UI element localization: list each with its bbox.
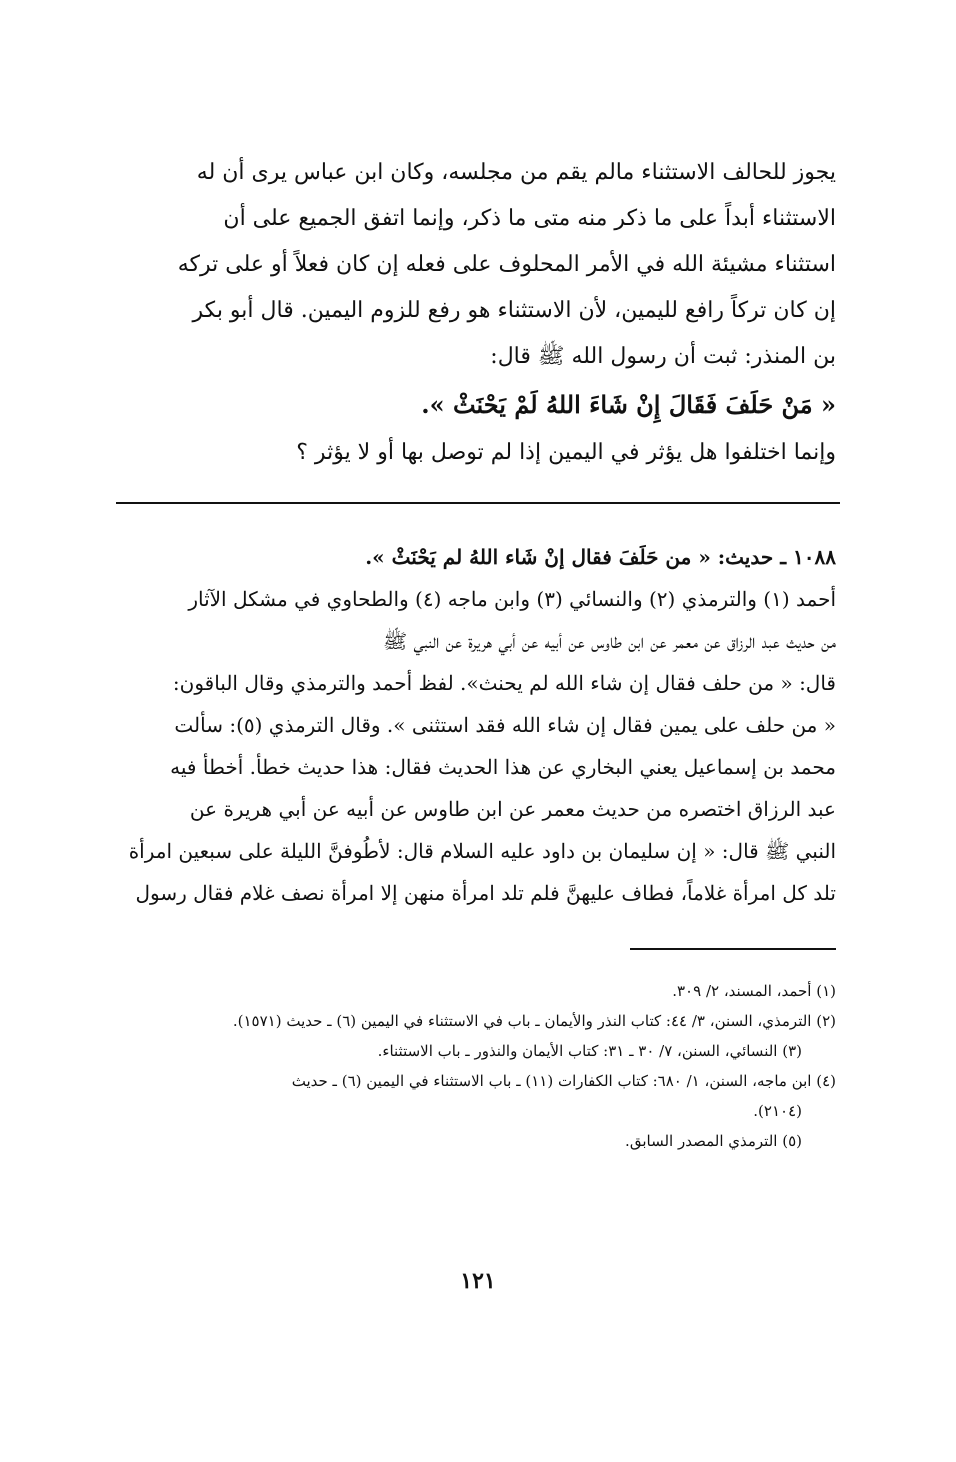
main-line-5: بن المنذر: ثبت أن رسول الله ﷺ قال: — [490, 344, 836, 369]
main-divider — [116, 502, 840, 504]
footnote-3: (٣) النسائي، السنن، ٧/ ٣٠ ـ ٣١: كتاب الأيمان والنذور ـ باب الاستثناء. — [377, 1042, 802, 1060]
main-line-1: يجوز للحالف الاستثناء مالم يقم من مجلسه، وكان ابن عباس يرى أن له — [196, 160, 836, 185]
commentary-line-6: عبد الرزاق اختصره من حديث معمر عن ابن طاوس عن أبيه عن أبي هريرة عن — [189, 797, 836, 821]
commentary-line-4: « من حلف على يمين فقال إن شاء الله فقد استثنى ». وقال الترمذي (٥): سألت — [174, 713, 836, 737]
footnote-4-continuation: (٢١٠٤). — [753, 1102, 802, 1120]
footnote-4: (٤) ابن ماجه، السنن، ١/ ٦٨٠: كتاب الكفارات (١١) ـ باب الاستثناء في اليمين (٦) ـ حديث — [291, 1072, 836, 1090]
main-closing-line: وإنما اختلفوا هل يؤثر في اليمين إذا لم توصل بها أو لا يؤثر ؟ — [296, 440, 836, 465]
main-text — [120, 150, 836, 476]
commentary-line-2: من حديث عبد الرزاق عن معمر عن ابن طاوس عن أبيه عن أبي هريرة عن النبي ﷺ — [383, 629, 836, 653]
footnotes — [120, 976, 836, 1156]
footnote-5: (٥) الترمذي المصدر السابق. — [625, 1132, 802, 1150]
hadith-quote: « مَنْ حَلَفَ فَقَالَ إِنْ شَاءَ اللهُ لَمْ يَحْنَثْ ». — [421, 390, 836, 419]
commentary-line-3: قال: « من حلف فقال إن شاء الله لم يحنث». لفظ أحمد والترمذي وقال الباقون: — [172, 671, 836, 695]
main-line-4: إن كان تركاً رافع لليمين، لأن الاستثناء هو رفع للزوم اليمين. قال أبو بكر — [192, 298, 836, 323]
commentary-line-5: محمد بن إسماعيل يعني البخاري عن هذا الحديث فقال: هذا حديث خطأ. أخطأ فيه — [170, 755, 836, 779]
commentary-heading: ١٠٨٨ ـ حديث: « من حَلَفَ فقال إنْ شَاء اللهُ لم يَحْنَثْ ». — [365, 545, 836, 569]
footnote-1: (١) أحمد، المسند، ٢/ ٣٠٩. — [672, 982, 836, 1000]
main-line-3: استثناء مشيئة الله في الأمر المحلوف على فعله إن كان فعلاً أو على تركه — [177, 252, 836, 277]
footnote-divider — [630, 948, 836, 950]
commentary-line-8: تلد كل امرأة غلاماً، فطاف عليهنَّ فلم تلد امرأة منهن إلا امرأة نصف غلام فقال رسول — [135, 881, 836, 905]
book-page — [120, 150, 836, 1156]
commentary-line-7: النبي ﷺ قال: « إن سليمان بن داود عليه السلام قال: لأطُوفنَّ الليلة على سبعين امرأة — [128, 839, 836, 863]
commentary-line-1: أحمد (١) والترمذي (٢) والنسائي (٣) وابن ماجه (٤) والطحاوي في مشكل الآثار — [188, 587, 836, 611]
page-number: ١٢١ — [460, 1268, 496, 1294]
main-line-2: الاستثناء أبداً على ما ذكر منه متى ما ذكر، وإنما اتفق الجميع على أن — [223, 206, 836, 231]
footnote-2: (٢) الترمذي، السنن، ٣/ ٤٤: كتاب النذر والأيمان ـ باب في الاستثناء في اليمين (٦) ـ حديث (١٥٧١). — [232, 1012, 836, 1030]
commentary — [120, 536, 836, 914]
